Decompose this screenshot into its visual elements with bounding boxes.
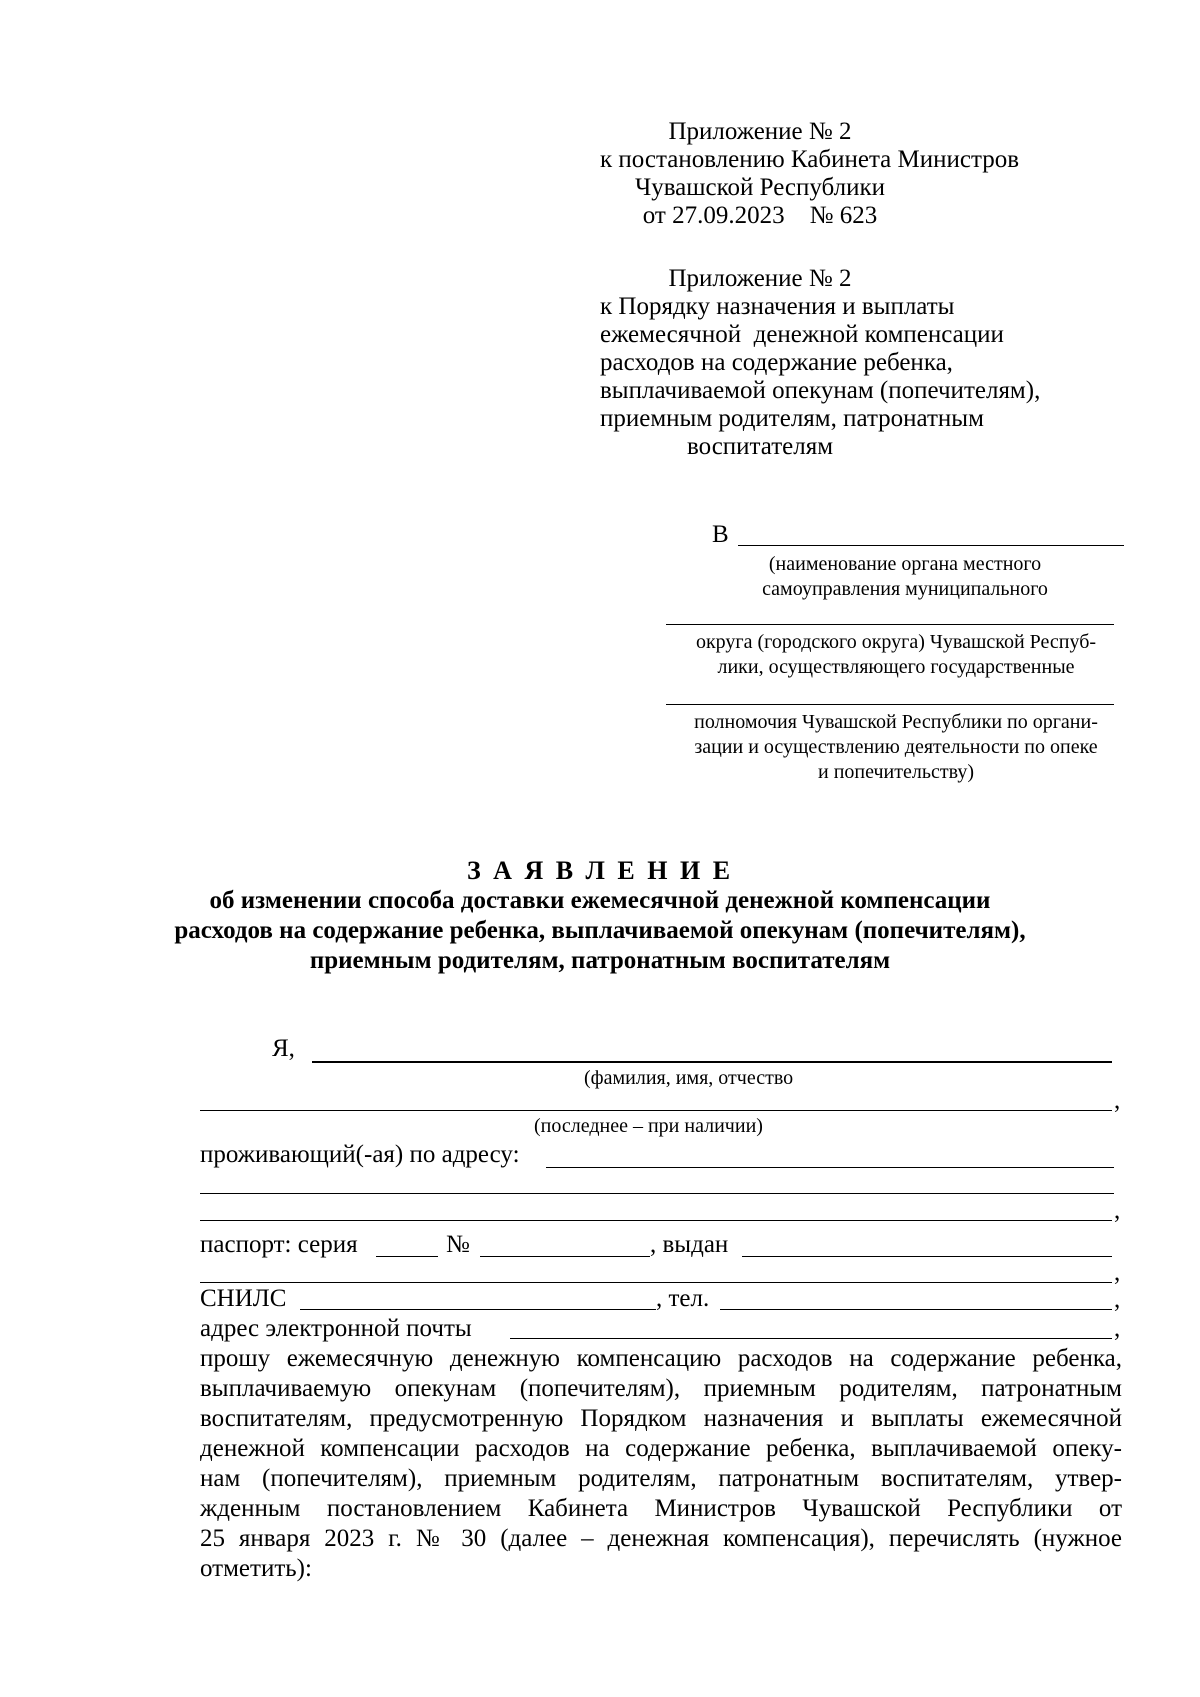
addressee-note: полномочия Чувашской Республики по органи-	[694, 711, 1098, 733]
email-label: адрес электронной почты	[200, 1315, 472, 1342]
snils-label: СНИЛС	[200, 1285, 287, 1312]
addressee-note: самоуправления муниципального	[762, 578, 1048, 600]
i-label: Я,	[272, 1035, 295, 1062]
phone-line[interactable]	[720, 1309, 1112, 1310]
addressee-note: зации и осуществлению деятельности по опеке	[694, 736, 1098, 758]
request-line: выплачиваемую опекунам (попечителям), приемным родителям, патронатным	[200, 1375, 1122, 1402]
address-line-2[interactable]	[200, 1193, 1114, 1194]
request-line: прошу ежемесячную денежную компенсацию расходов на содержание ребенка,	[200, 1345, 1122, 1372]
fio-hint: (фамилия, имя, отчество	[584, 1067, 794, 1089]
address-line-1[interactable]	[546, 1167, 1114, 1168]
addressee-note: (наименование органа местного	[768, 553, 1042, 575]
appendix2-line: Приложение № 2	[668, 265, 852, 292]
addressee-note: округа (городского округа) Чувашской Респуб-	[695, 631, 1097, 653]
appendix1-line1: Приложение № 2	[668, 118, 852, 145]
comma: ,	[1114, 1087, 1121, 1114]
addressee-note: лики, осуществляющего государственные	[717, 656, 1075, 678]
appendix2-line: воспитателям	[686, 433, 834, 460]
address-label: проживающий(-ая) по адресу:	[200, 1141, 520, 1168]
appendix2-line: к Порядку назначения и выплаты	[600, 293, 955, 320]
appendix2-line: расходов на содержание ребенка,	[600, 349, 953, 376]
appendix2-line: приемным родителям, патронатным	[600, 405, 984, 432]
appendix2-line: выплачиваемой опекунам (попечителям),	[600, 377, 1041, 404]
passport-issued-line[interactable]	[742, 1256, 1112, 1257]
patronymic-hint: (последнее – при наличии)	[534, 1115, 763, 1137]
document-title: З А Я В Л Е Н И Е	[466, 856, 734, 885]
request-line: жденным постановлением Кабинета Министров Чувашской Республики от	[200, 1495, 1122, 1522]
passport-issued-label: , выдан	[650, 1231, 729, 1258]
address-line-3[interactable]	[200, 1220, 1112, 1221]
passport-label: паспорт: серия	[200, 1231, 358, 1258]
document-subtitle: об изменении способа доставки ежемесячной денежной компенсации	[209, 887, 991, 914]
passport-number-label: №	[446, 1231, 470, 1258]
document-subtitle: расходов на содержание ребенка, выплачиваемой опекунам (попечителям),	[174, 917, 1026, 944]
passport-number-line[interactable]	[480, 1256, 650, 1257]
comma: ,	[1114, 1315, 1121, 1342]
appendix2-line: ежемесячной денежной компенсации	[600, 321, 1004, 348]
appendix1-line4: от 27.09.2023 № 623	[642, 202, 878, 229]
document-subtitle: приемным родителям, патронатным воспитателям	[309, 947, 891, 974]
addressee-fill-line[interactable]	[666, 624, 1114, 625]
addressee-prefix: В	[712, 521, 729, 548]
passport-series-line[interactable]	[376, 1256, 438, 1257]
request-line: денежной компенсации расходов на содержание ребенка, выплачиваемой опеку-	[200, 1435, 1122, 1462]
appendix1-line2: к постановлению Кабинета Министров	[600, 146, 1020, 173]
request-line: воспитателям, предусмотренную Порядком назначения и выплаты ежемесячной	[200, 1405, 1122, 1432]
addressee-note: и попечительству)	[817, 761, 974, 783]
fio-line-2[interactable]	[200, 1110, 1112, 1111]
phone-label: , тел.	[656, 1285, 710, 1312]
comma: ,	[1114, 1259, 1121, 1286]
request-line-last: отметить):	[200, 1555, 312, 1582]
snils-line[interactable]	[300, 1309, 656, 1310]
request-line: нам (попечителям), приемным родителям, патронатным воспитателям, утвер-	[200, 1465, 1122, 1492]
passport-issued-line-2[interactable]	[200, 1282, 1112, 1283]
comma: ,	[1114, 1286, 1121, 1313]
appendix1-line3: Чувашской Республики	[634, 174, 886, 201]
comma: ,	[1114, 1197, 1121, 1224]
addressee-fill-line[interactable]	[738, 545, 1124, 546]
addressee-fill-line[interactable]	[666, 704, 1114, 705]
email-line[interactable]	[510, 1338, 1112, 1339]
fio-line[interactable]	[312, 1061, 1112, 1063]
request-line: 25 января 2023 г. № 30 (далее – денежная компенсация), перечислять (нужное	[200, 1525, 1122, 1552]
